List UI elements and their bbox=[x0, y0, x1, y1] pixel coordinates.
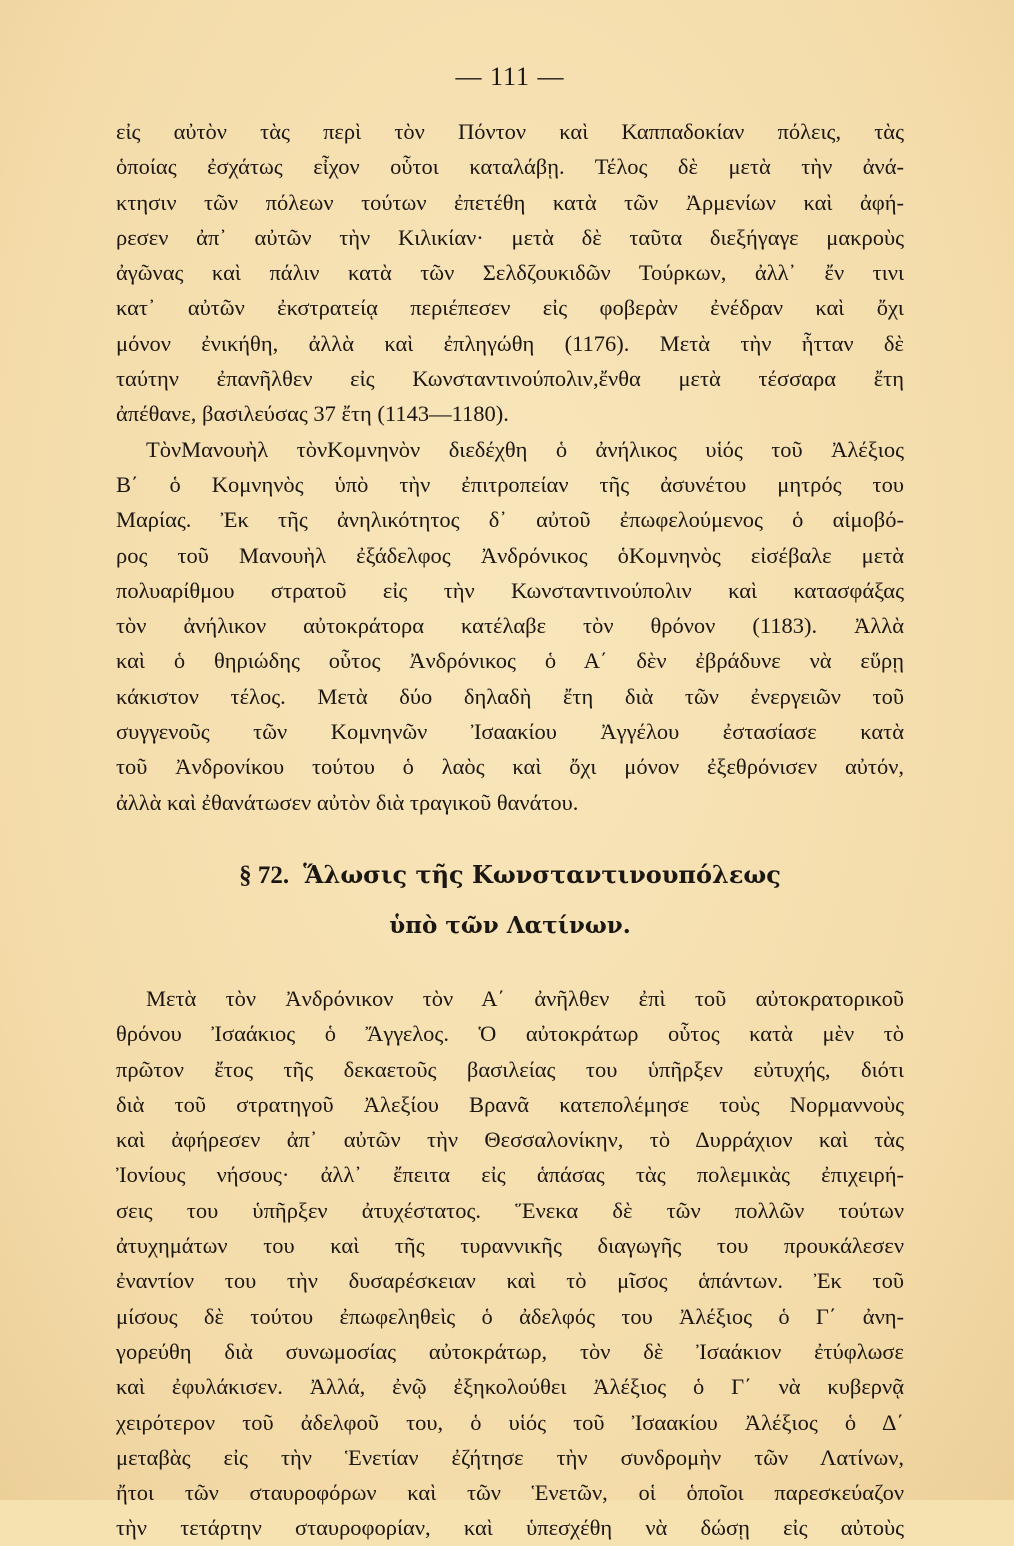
text-line: καὶ ἐφυλάκισεν. Ἀλλά, ἐνῷ ἐξηκολούθει Ἀλέξιος ὁ Γ΄ νὰ κυβερνᾷ bbox=[116, 1374, 904, 1400]
text-line: καὶ ἀφήρεσεν ἀπ᾽ αὐτῶν τὴν Θεσσαλονίκην, τὸ Δυρράχιον καὶ τὰς bbox=[116, 1127, 904, 1153]
text-line: σεις του ὑπῆρξεν ἀτυχέστατος. Ἕνεκα δὲ τῶν πολλῶν τούτων bbox=[116, 1197, 904, 1223]
text-line: ἀπέθανε, βασιλεύσας 37 ἔτη (1143—1180). bbox=[116, 401, 509, 427]
section-number: § 72. bbox=[239, 861, 290, 889]
text-line: Β΄ ὁ Κομνηνὸς ὑπὸ τὴν ἐπιτροπείαν τῆς ἀσυνέτου μητρός του bbox=[116, 471, 904, 497]
section-heading bbox=[116, 850, 904, 951]
text-line: γορεύθη διὰ συνωμοσίας αὐτοκράτωρ, τὸν δὲ Ἰσαάκιον ἐτύφλωσε bbox=[116, 1338, 904, 1364]
text-line: μόνον ἐνικήθη, ἀλλὰ καὶ ἐπληγώθη (1176). Μετὰ τὴν ἧτταν δὲ bbox=[116, 330, 904, 356]
text-line: ἐναντίον του τὴν δυσαρέσκειαν καὶ τὸ μῖσος ἁπάντων. Ἐκ τοῦ bbox=[116, 1268, 904, 1294]
text-line: τὸν ἀνήλικον αὐτοκράτορα κατέλαβε τὸν θρόνον (1183). Ἀλλὰ bbox=[116, 613, 904, 639]
text-line: πολυαρίθμου στρατοῦ εἰς τὴν Κωνσταντινούπολιν καὶ κατασφάξας bbox=[116, 577, 904, 603]
section-subtitle: ὑπὸ τῶν Λατίνων. bbox=[389, 911, 631, 939]
text-line: κατ᾽ αὐτῶν ἐκστρατείᾳ περιέπεσεν εἰς φοβερὰν ἐνέδραν καὶ ὄχι bbox=[116, 295, 904, 321]
text-line: χειρότερον τοῦ ἀδελφοῦ του, ὁ υἱός τοῦ Ἰσαακίου Ἀλέξιος ὁ Δ΄ bbox=[116, 1409, 904, 1435]
text-line: μίσους δὲ τούτου ἐπωφεληθεὶς ὁ ἀδελφός του Ἀλέξιος ὁ Γ΄ ἀνη- bbox=[116, 1303, 904, 1329]
text-line: καὶ ὁ θηριώδης οὗτος Ἀνδρόνικος ὁ Α΄ δὲν ἐβράδυνε νὰ εὕρῃ bbox=[116, 648, 904, 674]
section-heading-line-1 bbox=[116, 850, 904, 901]
page-number: — 111 — bbox=[455, 62, 565, 91]
text-line: τοῦ Ἀνδρονίκου τούτου ὁ λαὸς καὶ ὄχι μόνον ἐξεθρόνισεν αὐτόν, bbox=[116, 754, 904, 780]
text-line: ἤτοι τῶν σταυροφόρων καὶ τῶν Ἑνετῶν, οἱ ὁποῖοι παρεσκεύαζον bbox=[116, 1480, 904, 1506]
text-line: εἰς αὐτὸν τὰς περὶ τὸν Πόντον καὶ Καππαδοκίαν πόλεις, τὰς bbox=[116, 119, 904, 144]
text-line: ρος τοῦ Μανουὴλ ἐξάδελφος Ἀνδρόνικος ὁΚομνηνὸς εἰσέβαλε μετὰ bbox=[116, 542, 904, 568]
text-line: Μετὰ τὸν Ἀνδρόνικον τὸν Α΄ ἀνῆλθεν ἐπὶ τοῦ αὐτοκρατορικοῦ bbox=[146, 985, 904, 1011]
paragraph-3 bbox=[116, 981, 904, 1546]
text-line: θρόνου Ἰσαάκιος ὁ Ἄγγελος. Ὁ αὐτοκράτωρ οὗτος κατὰ μὲν τὸ bbox=[116, 1021, 904, 1047]
text-line: ὁποίας ἐσχάτως εἶχον οὗτοι καταλάβῃ. Τέλος δὲ μετὰ τὴν ἀνά- bbox=[116, 154, 904, 180]
text-line: τὴν τετάρτην σταυροφορίαν, καὶ ὑπεσχέθη νὰ δώσῃ εἰς αὐτοὺς bbox=[116, 1515, 904, 1541]
text-line: κτησιν τῶν πόλεων τούτων ἐπετέθη κατὰ τῶν Ἀρμενίων καὶ ἀφή- bbox=[116, 189, 904, 215]
text-line: ἀλλὰ καὶ ἐθανάτωσεν αὐτὸν διὰ τραγικοῦ θανάτου. bbox=[116, 789, 579, 815]
paragraph-1 bbox=[116, 114, 904, 432]
text-line: ΤὸνΜανουὴλ τὸνΚομνηνὸν διεδέχθη ὁ ἀνήλικος υἱός τοῦ Ἀλέξιος bbox=[146, 436, 904, 462]
text-line: διὰ τοῦ στρατηγοῦ Ἀλεξίου Βρανᾶ κατεπολέμησε τοὺς Νορμαννοὺς bbox=[116, 1091, 904, 1117]
text-line: μεταβὰς εἰς τὴν Ἑνετίαν ἐζήτησε τὴν συνδρομὴν τῶν Λατίνων, bbox=[116, 1444, 904, 1470]
text-line: συγγενοῦς τῶν Κομνηνῶν Ἰσαακίου Ἀγγέλου ἐστασίασε κατὰ bbox=[116, 719, 904, 745]
paragraph-2 bbox=[116, 432, 904, 820]
text-line: πρῶτον ἔτος τῆς δεκαετοῦς βασιλείας του ὑπῆρξεν εὐτυχής, διότι bbox=[116, 1056, 904, 1082]
text-line: Μαρίας. Ἐκ τῆς ἀνηλικότητος δ᾽ αὐτοῦ ἐπωφελούμενος ὁ αἱμοβό- bbox=[116, 507, 904, 533]
text-line: ταύτην ἐπανῆλθεν εἰς Κωνσταντινούπολιν,ἔνθα μετὰ τέσσαρα ἔτη bbox=[116, 366, 904, 392]
text-line: ἀτυχημάτων του καὶ τῆς τυραννικῆς διαγωγῆς του προυκάλεσεν bbox=[116, 1233, 904, 1259]
text-line: Ἰονίους νήσους· ἀλλ᾽ ἔπειτα εἰς ἁπάσας τὰς πολεμικὰς ἐπιχειρή- bbox=[116, 1162, 904, 1188]
text-line: κάκιστον τέλος. Μετὰ δύο δηλαδὴ ἔτη διὰ τῶν ἐνεργειῶν τοῦ bbox=[116, 683, 904, 709]
text-line: ἀγῶνας καὶ πάλιν κατὰ τῶν Σελδζουκιδῶν Τούρκων, ἀλλ᾽ ἔν τινι bbox=[116, 260, 904, 286]
section-title: Ἅλωσις τῆς Κωνσταντινουπόλεως bbox=[303, 859, 781, 889]
text-line: ρεσεν ἀπ᾽ αὐτῶν τὴν Κιλικίαν· μετὰ δὲ ταῦτα διεξήγαγε μακροὺς bbox=[116, 224, 904, 250]
